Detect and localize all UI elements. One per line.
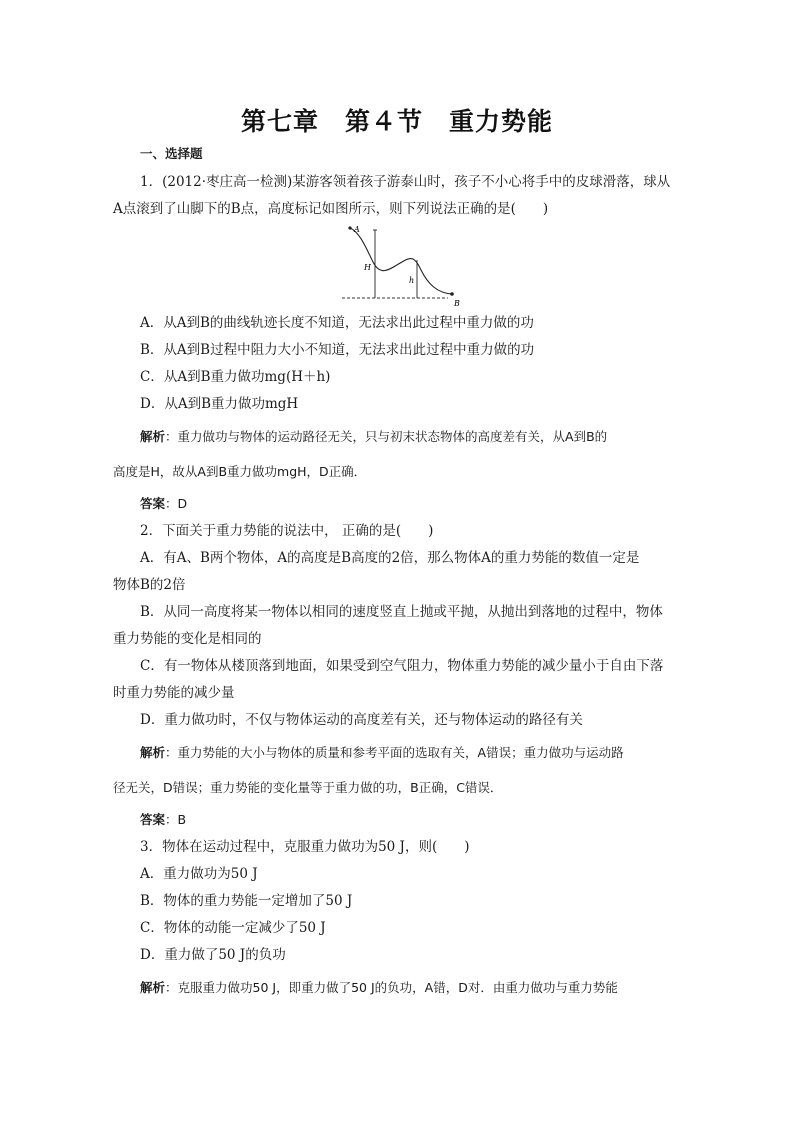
analysis-label: 解析 xyxy=(140,429,166,444)
q2-option-b-line1: B．从同一高度将某一物体以相同的速度竖直上抛或平抛，从抛出到落地的过程中，物体 xyxy=(140,604,663,620)
q2-option-a-line1: A．有A、B两个物体，A的高度是B高度的2倍，那么物体A的重力势能的数值一定是 xyxy=(140,550,640,566)
q2-stem: 2．下面关于重力势能的说法中， 正确的是( ) xyxy=(140,523,434,539)
q2-answer: 答案：B xyxy=(140,812,187,827)
q1-option-a: A．从A到B的曲线轨迹长度不知道，无法求出此过程中重力做的功 xyxy=(140,315,534,331)
q1-option-c: C．从A到B重力做功mg(H＋h) xyxy=(140,369,331,385)
label-A: A xyxy=(354,225,360,234)
point-a-dot xyxy=(348,226,351,229)
q1-analysis-line2: 高度是H，故从A到B重力做功mgH，D正确． xyxy=(113,464,367,479)
page-title: 第七章 第４节 重力势能 xyxy=(240,107,553,136)
q1-option-b: B．从A到B过程中阻力大小不知道，无法求出此过程中重力做的功 xyxy=(140,342,535,358)
q2-option-c-line1: C．有一物体从楼顶落到地面，如果受到空气阻力，物体重力势能的减少量小于自由下落 xyxy=(140,658,664,674)
q3-option-c: C．物体的动能一定减少了50 J xyxy=(140,920,326,936)
q1-slope-figure xyxy=(342,222,462,308)
q2-analysis-line1: 解析：重力势能的大小与物体的质量和参考平面的选取有关，A错误；重力做功与运动路 xyxy=(140,745,624,760)
slope-curve xyxy=(350,228,452,294)
label-B: B xyxy=(454,299,460,308)
q3-analysis-line1: 解析：克服重力做功50 J，即重力做了50 J的负功，A错，D对．由重力做功与重力势能 xyxy=(140,980,618,995)
q2-option-b-line2: 重力势能的变化是相同的 xyxy=(113,631,262,647)
q2-option-c-line2: 时重力势能的减少量 xyxy=(113,685,235,701)
answer-label: 答案 xyxy=(140,812,166,827)
q1-stem-line1: 1．(2012·枣庄高一检测)某游客领着孩子游泰山时，孩子不小心将手中的皮球滑落，球从 xyxy=(140,174,671,190)
answer-label: 答案 xyxy=(140,496,166,511)
q2-analysis-line2: 径无关，D错误；重力势能的变化量等于重力做的功，B正确，C错误． xyxy=(113,780,503,795)
q1-stem-line2: A点滚到了山脚下的B点，高度标记如图所示，则下列说法正确的是( ) xyxy=(113,201,549,217)
label-H: H xyxy=(364,263,371,272)
q1-option-d: D．从A到B重力做功mgH xyxy=(140,396,299,412)
analysis-label: 解析 xyxy=(140,980,166,995)
section-heading: 一、选择题 xyxy=(140,146,203,161)
q1-answer: 答案：D xyxy=(140,496,188,511)
label-h: h xyxy=(409,276,415,285)
analysis-label: 解析 xyxy=(140,745,166,760)
q3-stem: 3．物体在运动过程中，克服重力做功为50 J，则( ) xyxy=(140,839,470,855)
q2-option-d: D．重力做功时，不仅与物体运动的高度差有关，还与物体运动的路径有关 xyxy=(140,712,583,728)
q3-option-a: A．重力做功为50 J xyxy=(140,866,258,882)
q2-option-a-line2: 物体B的2倍 xyxy=(113,577,186,593)
q3-option-b: B．物体的重力势能一定增加了50 J xyxy=(140,893,353,909)
q1-analysis-line1: 解析：重力做功与物体的运动路径无关，只与初末状态物体的高度差有关，从A到B的 xyxy=(140,429,608,444)
q3-option-d: D．重力做了50 J的负功 xyxy=(140,947,286,963)
point-b-dot xyxy=(450,292,454,296)
